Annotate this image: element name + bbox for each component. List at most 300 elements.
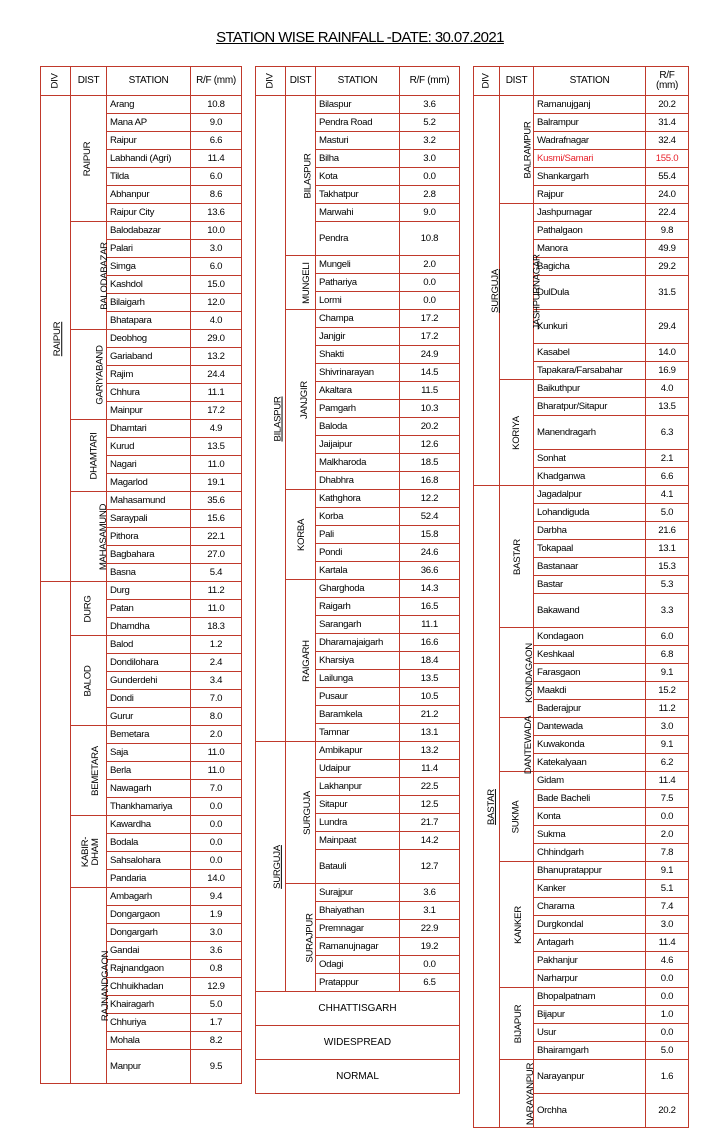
table-row (41, 222, 242, 240)
district-cell (500, 715, 535, 774)
station-rainfall: 11.0 (191, 744, 242, 762)
station-name: Pathalgaon (534, 222, 646, 240)
district-cell (500, 1060, 537, 1128)
station-rainfall: 35.6 (191, 492, 242, 510)
station-rainfall: 15.0 (191, 276, 242, 294)
station-name: Basna (107, 564, 191, 582)
station-name: Keshkaal (534, 646, 646, 664)
station-rainfall: 2.0 (191, 726, 242, 744)
station-rainfall: 18.5 (400, 454, 460, 472)
header-row (474, 67, 689, 96)
station-name: Kartala (316, 562, 400, 580)
station-name: Kusmi/Samari (534, 150, 646, 168)
station-rainfall: 3.6 (191, 942, 242, 960)
station-name: Pusaur (316, 688, 400, 706)
station-name: Manpur (107, 1050, 191, 1084)
station-rainfall: 5.1 (646, 880, 689, 898)
station-rainfall: 9.0 (400, 204, 460, 222)
station-rainfall: 21.6 (646, 522, 689, 540)
station-name: Kondagaon (534, 628, 646, 646)
station-rainfall: 3.6 (400, 96, 460, 114)
header-rf: R/F (mm) (191, 67, 242, 96)
station-name: Sonhat (534, 450, 646, 468)
header-row (41, 67, 242, 96)
station-name: Abhanpur (107, 186, 191, 204)
station-name: Sarangarh (316, 616, 400, 634)
station-rainfall: 31.4 (646, 114, 689, 132)
station-rainfall: 8.2 (191, 1032, 242, 1050)
station-rainfall: 11.4 (400, 760, 460, 778)
station-name: Dharamajaigarh (316, 634, 400, 652)
division-name: SURGUJA (489, 268, 501, 313)
district-cell (500, 96, 534, 204)
station-name: Ramanujnagar (316, 938, 400, 956)
district-name: BASTAR (511, 538, 523, 575)
station-name: Labhandi (Agri) (107, 150, 191, 168)
station-name: Lakhanpur (316, 778, 400, 796)
district-name: KABIR-DHAM (80, 836, 101, 867)
station-name: Nagari (107, 456, 191, 474)
station-rainfall: 24.9 (400, 346, 460, 364)
district-cell (500, 204, 543, 380)
station-name: Akaltara (316, 382, 400, 400)
header-dist: DIST (71, 67, 107, 96)
station-name: Mohala (107, 1032, 191, 1050)
station-name: Orchha (534, 1094, 646, 1128)
district-name: SURGUJA (301, 790, 313, 835)
division-name: RAIPUR (52, 321, 64, 356)
station-name: Pendra (316, 222, 400, 256)
footer-row (256, 1060, 460, 1094)
station-rainfall: 13.2 (191, 348, 242, 366)
station-rainfall: 12.9 (191, 978, 242, 996)
district-name: GARIYABAND (94, 344, 106, 405)
station-name: Raipur City (107, 204, 191, 222)
station-rainfall: 6.0 (191, 168, 242, 186)
station-rainfall: 6.2 (646, 754, 689, 772)
station-name: Chhuriya (107, 1014, 191, 1032)
station-rainfall: 14.2 (400, 832, 460, 850)
station-name: Kasabel (534, 344, 646, 362)
station-rainfall: 3.0 (400, 150, 460, 168)
station-name: Durg (107, 582, 191, 600)
division-name: SURGUJA (271, 844, 283, 889)
division-cell (41, 96, 71, 582)
station-rainfall: 27.0 (191, 546, 242, 564)
district-cell (286, 310, 316, 490)
station-name: Dondilohara (107, 654, 191, 672)
station-name: Shakti (316, 346, 400, 364)
table-row (256, 742, 460, 760)
station-rainfall: 55.4 (646, 168, 689, 186)
district-name: MAHASAMUND (98, 503, 110, 570)
station-rainfall: 13.6 (191, 204, 242, 222)
station-name: Khairagarh (107, 996, 191, 1014)
table-row (256, 490, 460, 508)
station-name: Lormi (316, 292, 400, 310)
station-name: Bhatapara (107, 312, 191, 330)
station-rainfall: 4.0 (191, 312, 242, 330)
station-rainfall: 20.2 (400, 418, 460, 436)
division-cell (41, 582, 71, 1084)
division-name: BILASPUR (272, 395, 284, 442)
station-rainfall: 0.0 (646, 988, 689, 1006)
station-rainfall: 5.0 (646, 1042, 689, 1060)
station-name: Champa (316, 310, 400, 328)
district-cell (71, 420, 107, 492)
station-name: Kota (316, 168, 400, 186)
station-rainfall: 13.1 (646, 540, 689, 558)
station-name: Baloda (316, 418, 400, 436)
table-row (256, 96, 460, 114)
station-rainfall: 5.0 (646, 504, 689, 522)
station-rainfall: 0.0 (191, 798, 242, 816)
station-name: Dantewada (534, 718, 646, 736)
station-rainfall: 10.8 (191, 96, 242, 114)
station-rainfall: 11.1 (191, 384, 242, 402)
station-name: Tilda (107, 168, 191, 186)
header-rf: R/F (mm) (400, 67, 460, 96)
station-name: Bade Bacheli (534, 790, 646, 808)
footer-row (256, 1026, 460, 1060)
station-name: Farasgaon (534, 664, 646, 682)
station-name: Surajpur (316, 884, 400, 902)
station-rainfall: 15.8 (400, 526, 460, 544)
station-rainfall: 12.2 (400, 490, 460, 508)
district-cell (286, 884, 316, 992)
table-row (474, 380, 689, 398)
header-div: DIV (41, 67, 71, 96)
station-rainfall: 14.0 (191, 870, 242, 888)
station-name: Saraypali (107, 510, 191, 528)
district-cell (71, 888, 112, 1084)
station-name: Mainpur (107, 402, 191, 420)
station-name: Ramanujganj (534, 96, 646, 114)
station-rainfall: 10.5 (400, 688, 460, 706)
station-name: Pondi (316, 544, 400, 562)
station-name: Bagicha (534, 258, 646, 276)
station-rainfall: 6.5 (400, 974, 460, 992)
station-name: Pendra Road (316, 114, 400, 132)
table-row (474, 988, 689, 1006)
station-rainfall: 7.4 (646, 898, 689, 916)
table-row (474, 628, 689, 646)
station-rainfall: 18.4 (400, 652, 460, 670)
station-rainfall: 15.3 (646, 558, 689, 576)
district-name: KORBA (296, 518, 308, 551)
station-name: Kurud (107, 438, 191, 456)
station-name: Gidam (534, 772, 646, 790)
table-row (41, 726, 242, 744)
table-row (256, 310, 460, 328)
station-name: Baderajpur (534, 700, 646, 718)
station-name: Shankargarh (534, 168, 646, 186)
station-rainfall: 0.0 (191, 816, 242, 834)
station-name: Kharsiya (316, 652, 400, 670)
district-cell (500, 772, 534, 862)
station-name: Bijapur (534, 1006, 646, 1024)
station-rainfall: 11.0 (191, 600, 242, 618)
station-name: Chhura (107, 384, 191, 402)
district-cell (286, 580, 316, 742)
table-row (41, 816, 242, 834)
station-name: Malkharoda (316, 454, 400, 472)
station-rainfall: 1.2 (191, 636, 242, 654)
station-name: Shivrinarayan (316, 364, 400, 382)
station-name: Raigarh (316, 598, 400, 616)
station-rainfall: 18.3 (191, 618, 242, 636)
station-rainfall: 3.3 (646, 594, 689, 628)
station-rainfall: 14.3 (400, 580, 460, 598)
station-name: Simga (107, 258, 191, 276)
station-rainfall: 0.0 (646, 1024, 689, 1042)
district-cell (71, 726, 107, 816)
district-name: JASHPURNAGAR (531, 253, 543, 330)
district-name: DURG (82, 594, 94, 623)
station-name: DulDula (534, 276, 646, 310)
district-name: BIJAPUR (513, 1004, 525, 1043)
station-rainfall: 29.2 (646, 258, 689, 276)
district-cell (71, 330, 107, 420)
station-rainfall: 12.7 (400, 850, 460, 884)
station-name: Pali (316, 526, 400, 544)
district-name: DANTEWADA (523, 715, 535, 774)
station-rainfall: 0.8 (191, 960, 242, 978)
footer-normal: NORMAL (256, 1060, 460, 1094)
station-name: Korba (316, 508, 400, 526)
station-rainfall: 4.1 (646, 486, 689, 504)
division-name: BASTAR (485, 788, 497, 825)
station-rainfall: 2.0 (646, 826, 689, 844)
station-name: Tapakara/Farsabahar (534, 362, 646, 380)
district-name: BEMETARA (89, 745, 101, 796)
district-cell (71, 816, 107, 888)
station-rainfall: 11.2 (191, 582, 242, 600)
station-name: Kashdol (107, 276, 191, 294)
station-rainfall: 17.2 (191, 402, 242, 420)
station-name: Katekalyaan (534, 754, 646, 772)
station-name: Sitapur (316, 796, 400, 814)
station-rainfall: 0.0 (191, 834, 242, 852)
station-rainfall: 11.0 (191, 456, 242, 474)
station-name: Bastar (534, 576, 646, 594)
station-name: Maakdi (534, 682, 646, 700)
station-name: Bastanaar (534, 558, 646, 576)
station-rainfall: 7.0 (191, 780, 242, 798)
header-rf: R/F (mm) (646, 67, 689, 96)
station-rainfall: 5.0 (191, 996, 242, 1014)
station-rainfall: 6.0 (191, 258, 242, 276)
station-name: Bilha (316, 150, 400, 168)
header-dist: DIST (286, 67, 316, 96)
station-rainfall: 4.6 (646, 952, 689, 970)
division-cell (256, 742, 286, 992)
station-name: Sahsalohara (107, 852, 191, 870)
district-name: KONDAGAON (523, 642, 535, 703)
table-row (256, 580, 460, 598)
station-rainfall: 11.0 (191, 762, 242, 780)
district-cell (71, 222, 110, 330)
station-rainfall: 9.0 (191, 114, 242, 132)
table-row (41, 582, 242, 600)
station-name: Palari (107, 240, 191, 258)
station-name: Saja (107, 744, 191, 762)
station-rainfall: 9.5 (191, 1050, 242, 1084)
station-name: Ambikapur (316, 742, 400, 760)
station-name: Wadrafnagar (534, 132, 646, 150)
district-name: RAIPUR (82, 141, 94, 176)
station-rainfall: 11.1 (400, 616, 460, 634)
station-rainfall: 2.4 (191, 654, 242, 672)
station-rainfall: 20.2 (646, 1094, 689, 1128)
station-name: Bhopalpatnam (534, 988, 646, 1006)
footer-chhattisgarh: CHHATTISGARH (256, 992, 460, 1026)
station-rainfall: 16.5 (400, 598, 460, 616)
table-row (256, 256, 460, 274)
station-rainfall: 13.5 (646, 398, 689, 416)
station-rainfall: 19.1 (191, 474, 242, 492)
station-name: Dongargarh (107, 924, 191, 942)
station-name: Bhanupratappur (534, 862, 646, 880)
header-station: STATION (534, 67, 646, 96)
header-dist: DIST (500, 67, 534, 96)
station-name: Kathghora (316, 490, 400, 508)
station-name: Chhuikhadan (107, 978, 191, 996)
station-name: Janjgir (316, 328, 400, 346)
table-row (41, 636, 242, 654)
station-rainfall: 13.2 (400, 742, 460, 760)
station-rainfall: 5.4 (191, 564, 242, 582)
station-name: Rajim (107, 366, 191, 384)
station-name: Dhamtari (107, 420, 191, 438)
district-name: BALOD (82, 664, 94, 697)
division-cell (256, 96, 286, 742)
district-name: BALODABAZAR (98, 241, 110, 310)
station-rainfall: 155.0 (646, 150, 689, 168)
station-rainfall: 3.0 (646, 718, 689, 736)
station-name: Thankhamariya (107, 798, 191, 816)
rainfall-table-right (473, 66, 688, 1128)
station-name: Lundra (316, 814, 400, 832)
rainfall-table (255, 66, 460, 1094)
district-name: RAIGARH (300, 639, 312, 682)
station-name: Kawardha (107, 816, 191, 834)
station-name: Mahasamund (107, 492, 191, 510)
division-cell (474, 486, 500, 1128)
station-name: Premnagar (316, 920, 400, 938)
station-rainfall: 6.6 (191, 132, 242, 150)
station-name: Mainpaat (316, 832, 400, 850)
station-name: Lailunga (316, 670, 400, 688)
district-name: DHAMTARI (88, 432, 100, 479)
station-rainfall: 29.0 (191, 330, 242, 348)
district-name: MUNGELI (300, 261, 312, 304)
station-rainfall: 0.0 (646, 808, 689, 826)
station-rainfall: 9.4 (191, 888, 242, 906)
station-name: Gurur (107, 708, 191, 726)
station-name: Darbha (534, 522, 646, 540)
district-cell (71, 636, 107, 726)
station-name: Rajnandgaon (107, 960, 191, 978)
station-name: Durgkondal (534, 916, 646, 934)
station-rainfall: 11.5 (400, 382, 460, 400)
station-rainfall: 20.2 (646, 96, 689, 114)
district-name: KANKER (512, 905, 524, 944)
table-row (474, 1060, 689, 1094)
station-name: Dondi (107, 690, 191, 708)
station-rainfall: 16.8 (400, 472, 460, 490)
station-rainfall: 12.0 (191, 294, 242, 312)
district-cell (71, 96, 107, 222)
station-rainfall: 11.4 (646, 934, 689, 952)
table-row (474, 96, 689, 114)
header-div: DIV (474, 67, 500, 96)
station-rainfall: 13.1 (400, 724, 460, 742)
table-row (256, 884, 460, 902)
station-rainfall: 22.9 (400, 920, 460, 938)
station-name: Bilaigarh (107, 294, 191, 312)
station-name: Dhamdha (107, 618, 191, 636)
station-name: Konta (534, 808, 646, 826)
district-name: SURAJPUR (304, 912, 316, 963)
header-station: STATION (107, 67, 191, 96)
station-rainfall: 4.9 (191, 420, 242, 438)
table-row (474, 862, 689, 880)
station-name: Kunkuri (534, 310, 646, 344)
station-rainfall: 3.6 (400, 884, 460, 902)
station-rainfall: 24.6 (400, 544, 460, 562)
station-name: Bharatpur/Sitapur (534, 398, 646, 416)
station-rainfall: 7.8 (646, 844, 689, 862)
station-rainfall: 0.0 (400, 956, 460, 974)
station-rainfall: 1.7 (191, 1014, 242, 1032)
header-div: DIV (256, 67, 286, 96)
station-name: Baikuthpur (534, 380, 646, 398)
station-name: Dhabhra (316, 472, 400, 490)
station-name: Jagadalpur (534, 486, 646, 504)
station-rainfall: 9.1 (646, 664, 689, 682)
station-name: Deobhog (107, 330, 191, 348)
station-name: Patan (107, 600, 191, 618)
station-rainfall: 3.0 (646, 916, 689, 934)
district-cell (500, 628, 534, 718)
station-name: Dongargaon (107, 906, 191, 924)
station-rainfall: 49.9 (646, 240, 689, 258)
station-rainfall: 7.0 (191, 690, 242, 708)
station-rainfall: 8.0 (191, 708, 242, 726)
division-cell (474, 96, 500, 486)
station-rainfall: 0.0 (400, 292, 460, 310)
station-name: Magarlod (107, 474, 191, 492)
station-name: Sukma (534, 826, 646, 844)
station-name: Bakawand (534, 594, 646, 628)
district-cell (71, 582, 107, 636)
station-rainfall: 36.6 (400, 562, 460, 580)
table-row (41, 96, 242, 114)
station-rainfall: 13.5 (191, 438, 242, 456)
station-rainfall: 32.4 (646, 132, 689, 150)
station-rainfall: 14.5 (400, 364, 460, 382)
station-rainfall: 12.6 (400, 436, 460, 454)
district-name: KORIYA (510, 415, 522, 450)
station-rainfall: 13.5 (400, 670, 460, 688)
table-row (474, 486, 689, 504)
station-name: Raipur (107, 132, 191, 150)
district-cell (500, 486, 534, 628)
station-name: Mungeli (316, 256, 400, 274)
station-name: Odagi (316, 956, 400, 974)
district-cell (286, 96, 316, 256)
